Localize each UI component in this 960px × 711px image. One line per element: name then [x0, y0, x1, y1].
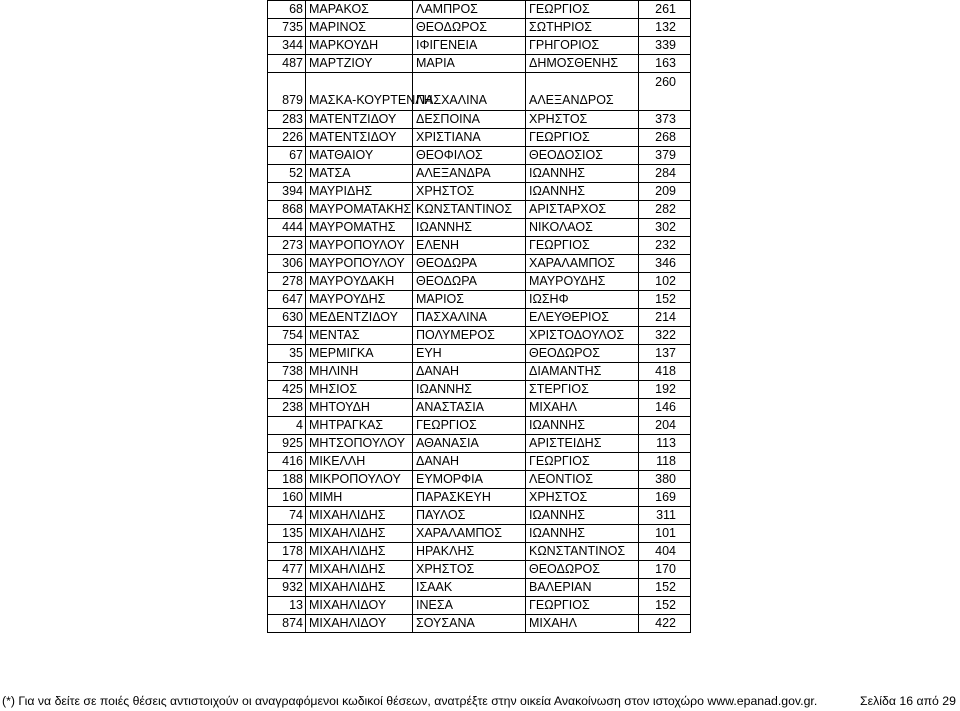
cell-first-name: ΗΡΑΚΛΗΣ — [413, 543, 526, 561]
cell-first-name: ΘΕΟΔΩΡΑ — [413, 273, 526, 291]
cell-id: 735 — [268, 19, 306, 37]
table-row — [268, 615, 691, 633]
cell-id: 879 — [268, 73, 306, 111]
cell-first-name: ΓΕΩΡΓΙΟΣ — [413, 417, 526, 435]
cell-last-name: ΜΕΡΜΙΓΚΑ — [306, 345, 413, 363]
table-row — [268, 489, 691, 507]
table-row — [268, 597, 691, 615]
cell-last-name: ΜΙΧΑΗΛΙΔΗΣ — [306, 579, 413, 597]
cell-last-name: ΜΑΤΕΝΤΖΙΔΟΥ — [306, 111, 413, 129]
cell-father-name: ΜΑΥΡΟΥΔΗΣ — [526, 273, 639, 291]
cell-last-name: ΜΗΣΙΟΣ — [306, 381, 413, 399]
cell-last-name: ΜΕΝΤΑΣ — [306, 327, 413, 345]
cell-father-name: ΜΙΧΑΗΛ — [526, 399, 639, 417]
cell-father-name: ΒΑΛΕΡΙΑΝ — [526, 579, 639, 597]
cell-last-name: ΜΑΤΘΑΙΟΥ — [306, 147, 413, 165]
cell-id: 188 — [268, 471, 306, 489]
cell-score: 209 — [639, 183, 691, 201]
table-row — [268, 165, 691, 183]
cell-first-name: ΙΝΕΣΑ — [413, 597, 526, 615]
cell-last-name: ΜΑΤΣΑ — [306, 165, 413, 183]
cell-score: 302 — [639, 219, 691, 237]
cell-father-name: ΣΩΤΗΡΙΟΣ — [526, 19, 639, 37]
table-row — [268, 471, 691, 489]
cell-first-name: ΠΑΣΧΑΛΙΝΑ — [413, 73, 526, 111]
cell-score: 113 — [639, 435, 691, 453]
cell-score: 268 — [639, 129, 691, 147]
cell-score: 339 — [639, 37, 691, 55]
footer-note: (*) Για να δείτε σε ποιές θέσεις αντιστοιχούν οι αναγραφόμενοι κωδικοί θέσεων, ανατρέξτε στην οικεία Ανακοίνωση στον ιστοχώρο www.epanad.gov.gr. — [2, 694, 818, 708]
table-row — [268, 201, 691, 219]
table-row — [268, 345, 691, 363]
table-row — [268, 37, 691, 55]
cell-father-name: ΓΕΩΡΓΙΟΣ — [526, 129, 639, 147]
table-row — [268, 435, 691, 453]
table-row — [268, 183, 691, 201]
cell-father-name: ΙΩΑΝΝΗΣ — [526, 183, 639, 201]
cell-id: 487 — [268, 55, 306, 73]
cell-first-name: ΙΩΑΝΝΗΣ — [413, 219, 526, 237]
page-number: Σελίδα 16 από 29 — [860, 694, 956, 708]
cell-first-name: ΑΝΑΣΤΑΣΙΑ — [413, 399, 526, 417]
table-row — [268, 327, 691, 345]
cell-father-name: ΣΤΕΡΓΙΟΣ — [526, 381, 639, 399]
cell-last-name: ΜΑΥΡΟΥΔΗΣ — [306, 291, 413, 309]
cell-first-name: ΑΛΕΞΑΝΔΡΑ — [413, 165, 526, 183]
table-row — [268, 219, 691, 237]
table-row — [268, 291, 691, 309]
table-row — [268, 525, 691, 543]
cell-first-name: ΧΡΙΣΤΙΑΝΑ — [413, 129, 526, 147]
cell-score: 146 — [639, 399, 691, 417]
cell-id: 925 — [268, 435, 306, 453]
cell-father-name: ΓΡΗΓΟΡΙΟΣ — [526, 37, 639, 55]
cell-last-name: ΜΑΥΡΟΥΔΑΚΗ — [306, 273, 413, 291]
table-row — [268, 561, 691, 579]
cell-last-name: ΜΕΔΕΝΤΖΙΔΟΥ — [306, 309, 413, 327]
table-row — [268, 507, 691, 525]
cell-id: 394 — [268, 183, 306, 201]
cell-id: 874 — [268, 615, 306, 633]
table-row — [268, 543, 691, 561]
cell-father-name: ΧΡΙΣΤΟΔΟΥΛΟΣ — [526, 327, 639, 345]
table-row — [268, 237, 691, 255]
cell-id: 425 — [268, 381, 306, 399]
cell-father-name: ΕΛΕΥΘΕΡΙΟΣ — [526, 309, 639, 327]
cell-father-name: ΧΡΗΣΤΟΣ — [526, 111, 639, 129]
cell-score: 261 — [639, 1, 691, 19]
cell-id: 135 — [268, 525, 306, 543]
results-table — [267, 0, 691, 633]
cell-father-name: ΓΕΩΡΓΙΟΣ — [526, 453, 639, 471]
cell-score: 170 — [639, 561, 691, 579]
table-row — [268, 399, 691, 417]
cell-last-name: ΜΑΥΡΟΜΑΤΑΚΗΣ — [306, 201, 413, 219]
page-footer — [0, 692, 960, 711]
cell-id: 278 — [268, 273, 306, 291]
cell-first-name: ΜΑΡΙΑ — [413, 55, 526, 73]
cell-score: 192 — [639, 381, 691, 399]
cell-last-name: ΜΗΤΟΥΔΗ — [306, 399, 413, 417]
table-row — [268, 363, 691, 381]
cell-father-name: ΑΛΕΞΑΝΔΡΟΣ — [526, 73, 639, 111]
cell-score: 214 — [639, 309, 691, 327]
table-row — [268, 579, 691, 597]
cell-score: 152 — [639, 579, 691, 597]
cell-score: 102 — [639, 273, 691, 291]
cell-id: 754 — [268, 327, 306, 345]
cell-first-name: ΠΟΛΥΜΕΡΟΣ — [413, 327, 526, 345]
cell-father-name: ΙΩΑΝΝΗΣ — [526, 507, 639, 525]
cell-first-name: ΙΦΙΓΕΝΕΙΑ — [413, 37, 526, 55]
cell-father-name: ΙΩΑΝΝΗΣ — [526, 417, 639, 435]
table-row — [268, 255, 691, 273]
cell-score: 118 — [639, 453, 691, 471]
cell-last-name: ΜΑΣΚΑ-ΚΟΥΡΤΕΝΛΗ — [306, 73, 413, 111]
cell-last-name: ΜΙΧΑΗΛΙΔΗΣ — [306, 525, 413, 543]
cell-father-name: ΜΙΧΑΗΛ — [526, 615, 639, 633]
cell-id: 4 — [268, 417, 306, 435]
cell-id: 74 — [268, 507, 306, 525]
cell-score: 232 — [639, 237, 691, 255]
cell-id: 444 — [268, 219, 306, 237]
table-row — [268, 453, 691, 471]
table-row — [268, 417, 691, 435]
cell-score: 379 — [639, 147, 691, 165]
cell-id: 630 — [268, 309, 306, 327]
cell-last-name: ΜΙΚΕΛΛΗ — [306, 453, 413, 471]
cell-score: 204 — [639, 417, 691, 435]
table-row — [268, 19, 691, 37]
cell-first-name: ΑΘΑΝΑΣΙΑ — [413, 435, 526, 453]
cell-last-name: ΜΑΡΑΚΟΣ — [306, 1, 413, 19]
cell-last-name: ΜΑΥΡΟΠΟΥΛΟΥ — [306, 237, 413, 255]
cell-score: 101 — [639, 525, 691, 543]
cell-first-name: ΠΑΣΧΑΛΙΝΑ — [413, 309, 526, 327]
cell-id: 273 — [268, 237, 306, 255]
cell-last-name: ΜΑΡΚΟΥΔΗ — [306, 37, 413, 55]
cell-first-name: ΠΑΥΛΟΣ — [413, 507, 526, 525]
cell-score: 132 — [639, 19, 691, 37]
cell-id: 226 — [268, 129, 306, 147]
cell-father-name: ΘΕΟΔΩΡΟΣ — [526, 561, 639, 579]
cell-id: 416 — [268, 453, 306, 471]
cell-first-name: ΕΛΕΝΗ — [413, 237, 526, 255]
cell-id: 13 — [268, 597, 306, 615]
cell-father-name: ΛΕΟΝΤΙΟΣ — [526, 471, 639, 489]
cell-id: 477 — [268, 561, 306, 579]
cell-first-name: ΘΕΟΔΩΡΑ — [413, 255, 526, 273]
cell-last-name: ΜΗΤΣΟΠΟΥΛΟΥ — [306, 435, 413, 453]
cell-id: 647 — [268, 291, 306, 309]
cell-last-name: ΜΑΡΙΝΟΣ — [306, 19, 413, 37]
cell-father-name: ΑΡΙΣΤΕΙΔΗΣ — [526, 435, 639, 453]
cell-id: 67 — [268, 147, 306, 165]
cell-last-name: ΜΑΥΡΟΜΑΤΗΣ — [306, 219, 413, 237]
cell-first-name: ΕΥΗ — [413, 345, 526, 363]
table-row — [268, 73, 691, 111]
cell-id: 238 — [268, 399, 306, 417]
cell-first-name: ΧΡΗΣΤΟΣ — [413, 561, 526, 579]
table-row — [268, 111, 691, 129]
cell-first-name: ΙΩΑΝΝΗΣ — [413, 381, 526, 399]
cell-first-name: ΚΩΝΣΤΑΝΤΙΝΟΣ — [413, 201, 526, 219]
cell-id: 738 — [268, 363, 306, 381]
cell-last-name: ΜΙΧΑΗΛΙΔΗΣ — [306, 507, 413, 525]
cell-last-name: ΜΙΧΑΗΛΙΔΟΥ — [306, 615, 413, 633]
cell-father-name: ΓΕΩΡΓΙΟΣ — [526, 597, 639, 615]
cell-last-name: ΜΙΚΡΟΠΟΥΛΟΥ — [306, 471, 413, 489]
cell-first-name: ΙΣΑΑΚ — [413, 579, 526, 597]
cell-father-name: ΘΕΟΔΟΣΙΟΣ — [526, 147, 639, 165]
table-row — [268, 129, 691, 147]
cell-score: 163 — [639, 55, 691, 73]
cell-score: 322 — [639, 327, 691, 345]
cell-first-name: ΛΑΜΠΡΟΣ — [413, 1, 526, 19]
table-row — [268, 273, 691, 291]
cell-father-name: ΘΕΟΔΩΡΟΣ — [526, 345, 639, 363]
cell-id: 160 — [268, 489, 306, 507]
cell-father-name: ΧΡΗΣΤΟΣ — [526, 489, 639, 507]
cell-score: 346 — [639, 255, 691, 273]
cell-father-name: ΙΩΑΝΝΗΣ — [526, 525, 639, 543]
cell-father-name: ΙΩΑΝΝΗΣ — [526, 165, 639, 183]
cell-father-name: ΔΙΑΜΑΝΤΗΣ — [526, 363, 639, 381]
table-row — [268, 55, 691, 73]
cell-father-name: ΔΗΜΟΣΘΕΝΗΣ — [526, 55, 639, 73]
cell-last-name: ΜΑΡΤΖΙΟΥ — [306, 55, 413, 73]
cell-score: 284 — [639, 165, 691, 183]
cell-score: 169 — [639, 489, 691, 507]
cell-score: 418 — [639, 363, 691, 381]
table-row — [268, 147, 691, 165]
cell-father-name: ΧΑΡΑΛΑΜΠΟΣ — [526, 255, 639, 273]
cell-id: 68 — [268, 1, 306, 19]
cell-score: 260 — [639, 73, 691, 111]
cell-first-name: ΘΕΟΔΩΡΟΣ — [413, 19, 526, 37]
cell-id: 344 — [268, 37, 306, 55]
cell-score: 152 — [639, 291, 691, 309]
table-row — [268, 309, 691, 327]
cell-last-name: ΜΙΧΑΗΛΙΔΗΣ — [306, 561, 413, 579]
cell-score: 311 — [639, 507, 691, 525]
cell-father-name: ΓΕΩΡΓΙΟΣ — [526, 237, 639, 255]
cell-father-name: ΑΡΙΣΤΑΡΧΟΣ — [526, 201, 639, 219]
cell-score: 282 — [639, 201, 691, 219]
cell-first-name: ΠΑΡΑΣΚΕΥΗ — [413, 489, 526, 507]
cell-score: 137 — [639, 345, 691, 363]
cell-first-name: ΣΟΥΣΑΝΑ — [413, 615, 526, 633]
cell-first-name: ΕΥΜΟΡΦΙΑ — [413, 471, 526, 489]
cell-last-name: ΜΙΧΑΗΛΙΔΟΥ — [306, 597, 413, 615]
cell-last-name: ΜΙΧΑΗΛΙΔΗΣ — [306, 543, 413, 561]
results-table-body — [268, 1, 691, 633]
table-row — [268, 1, 691, 19]
cell-score: 373 — [639, 111, 691, 129]
cell-id: 52 — [268, 165, 306, 183]
cell-score: 404 — [639, 543, 691, 561]
cell-id: 283 — [268, 111, 306, 129]
cell-score: 380 — [639, 471, 691, 489]
cell-id: 35 — [268, 345, 306, 363]
cell-last-name: ΜΑΥΡΙΔΗΣ — [306, 183, 413, 201]
cell-first-name: ΔΑΝΑΗ — [413, 453, 526, 471]
cell-father-name: ΝΙΚΟΛΑΟΣ — [526, 219, 639, 237]
results-table-container — [267, 0, 690, 663]
cell-first-name: ΘΕΟΦΙΛΟΣ — [413, 147, 526, 165]
cell-first-name: ΧΑΡΑΛΑΜΠΟΣ — [413, 525, 526, 543]
cell-score: 422 — [639, 615, 691, 633]
cell-last-name: ΜΑΥΡΟΠΟΥΛΟΥ — [306, 255, 413, 273]
cell-last-name: ΜΗΤΡΑΓΚΑΣ — [306, 417, 413, 435]
cell-first-name: ΔΕΣΠΟΙΝΑ — [413, 111, 526, 129]
cell-id: 306 — [268, 255, 306, 273]
cell-first-name: ΔΑΝΑΗ — [413, 363, 526, 381]
cell-last-name: ΜΑΤΕΝΤΣΙΔΟΥ — [306, 129, 413, 147]
cell-father-name: ΓΕΩΡΓΙΟΣ — [526, 1, 639, 19]
cell-father-name: ΙΩΣΗΦ — [526, 291, 639, 309]
cell-first-name: ΜΑΡΙΟΣ — [413, 291, 526, 309]
cell-id: 178 — [268, 543, 306, 561]
cell-id: 868 — [268, 201, 306, 219]
cell-id: 932 — [268, 579, 306, 597]
cell-first-name: ΧΡΗΣΤΟΣ — [413, 183, 526, 201]
cell-last-name: ΜΗΛΙΝΗ — [306, 363, 413, 381]
table-row — [268, 381, 691, 399]
cell-father-name: ΚΩΝΣΤΑΝΤΙΝΟΣ — [526, 543, 639, 561]
cell-score: 152 — [639, 597, 691, 615]
cell-last-name: ΜΙΜΗ — [306, 489, 413, 507]
